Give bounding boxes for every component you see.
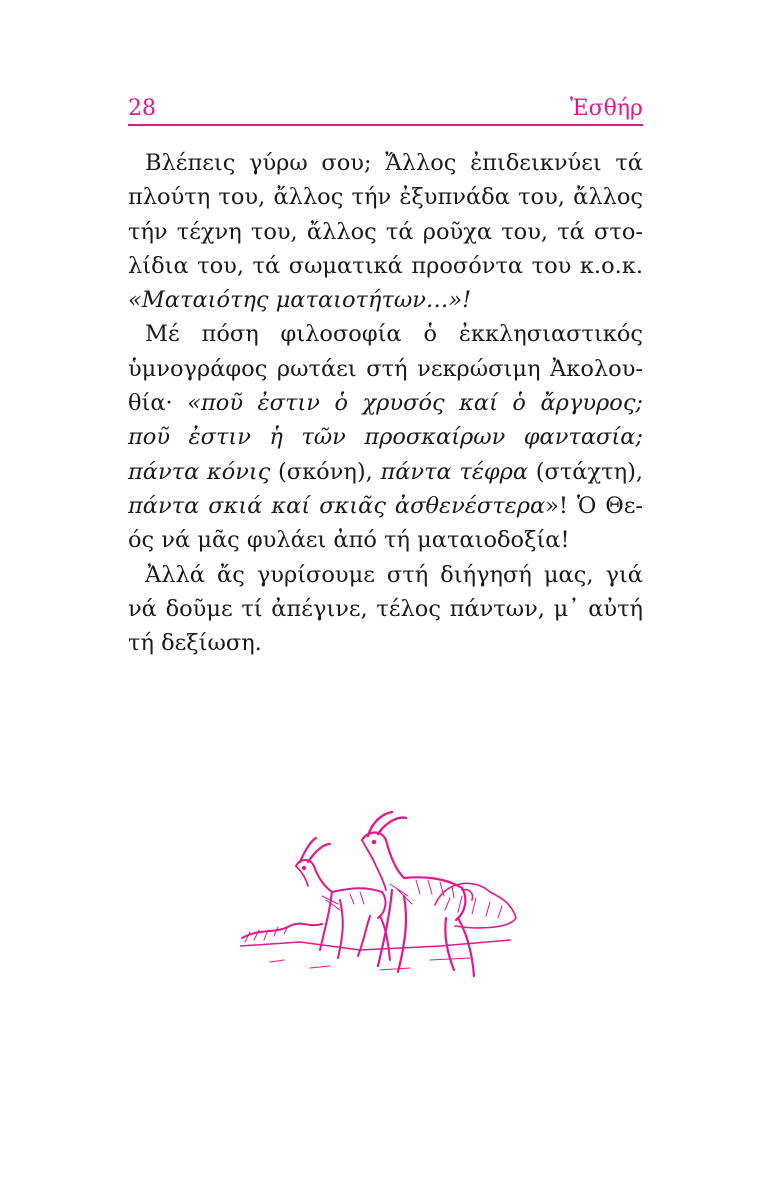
italic-text-segment: ποῦ ἐστιν ἡ τῶν προσκαίρων φαντασία; (128, 424, 643, 451)
text-line (128, 146, 643, 180)
text-line (128, 592, 643, 626)
page-number: 28 (128, 96, 156, 121)
italic-text-segment: «ποῦ ἐστιν ὁ χρυσός καί ὁ ἄργυρος; (187, 390, 643, 417)
text-line (128, 558, 643, 592)
text-segment: (στάχτη), (528, 458, 643, 485)
text-segment: πλούτη του, ἄλλος τήν ἐξυπνάδα του, ἄλλος (128, 184, 643, 211)
running-header (128, 94, 643, 126)
body-text (128, 146, 643, 660)
text-line (128, 249, 643, 283)
italic-text-segment: πάντα κόνις (128, 458, 271, 485)
text-segment: Ἀλλά ἄς γυρίσουμε στή διήγησή μας, γιά (145, 561, 643, 588)
text-line (128, 180, 643, 214)
italic-text-segment: πάντα σκιά καί σκιᾶς ἀσθενέστερα (128, 492, 546, 519)
gazelles-vignette-icon (240, 800, 520, 1000)
text-line (128, 283, 643, 317)
text-segment: Μέ πόση φιλοσοφία ὁ ἐκκλησιαστικός (145, 321, 643, 348)
text-segment: θία· (128, 390, 188, 417)
text-segment: (σκόνη), (270, 458, 381, 485)
running-title: Ἐσθήρ (569, 96, 643, 121)
italic-text-segment: «Ματαιότης ματαιοτήτων…»! (128, 287, 472, 314)
text-segment: Βλέπεις γύρω σου; Ἄλλος ἐπιδεικνύει τά (145, 150, 643, 176)
text-line (128, 523, 643, 557)
text-segment: τήν τέχνη του, ἄλλος τά ροῦχα του, τά στο- (128, 218, 643, 245)
text-line (128, 420, 643, 454)
text-line (128, 386, 643, 420)
text-segment: νά δοῦμε τί ἀπέγινε, τέλος πάντων, μ᾽ αὐτή (128, 595, 643, 622)
text-line (128, 352, 643, 386)
text-segment: ὑμνογράφος ρωτάει στή νεκρώσιμη Ἀκολου- (128, 355, 643, 382)
italic-text-segment: πάντα τέφρα (380, 458, 529, 485)
text-segment: λίδια του, τά σωματικά προσόντα του κ.ο.κ. (128, 252, 643, 279)
text-segment: τή δεξίωση. (128, 630, 262, 657)
text-segment: ός νά μᾶς φυλάει ἀπό τή ματαιοδοξία! (128, 527, 570, 554)
text-line (128, 455, 643, 489)
text-line (128, 489, 643, 523)
text-line (128, 215, 643, 249)
text-line (128, 317, 643, 351)
text-line (128, 626, 643, 660)
text-segment: »! Ὁ Θε- (545, 492, 643, 519)
